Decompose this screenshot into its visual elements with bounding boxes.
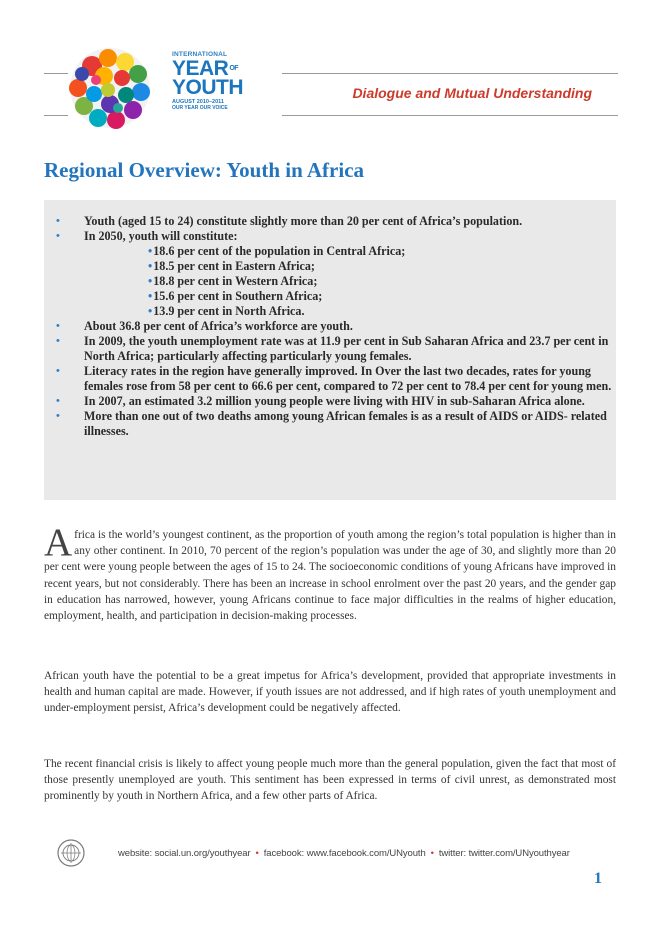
summary-item: • In 2007, an estimated 3.2 million young people were living with HIV in sub-Saharan Africa alone. (56, 394, 585, 408)
sub-bullet-icon: • (148, 304, 153, 318)
summary-item: • About 36.8 per cent of Africa’s workforce are youth. (56, 319, 353, 333)
summary-subitem: •13.9 per cent in North Africa. (148, 304, 305, 318)
summary-subitem: •18.8 per cent in Western Africa; (148, 274, 318, 288)
sub-bullet-icon: • (148, 289, 153, 303)
body-paragraph-3: The recent financial crisis is likely to affect young people much more than the general population, given the fact that most of those presently unemployed are youth. This sentiment has been expressed in terms of civil unrest, as demonstrated most prominently by youth in Northern Africa, and a few other parts of Africa. (44, 758, 616, 803)
bullet-icon: • (56, 395, 60, 407)
summary-subitem: •15.6 per cent in Southern Africa; (148, 289, 323, 303)
bullet-icon: • (56, 230, 60, 242)
sub-bullet-icon: • (148, 259, 153, 273)
summary-item: • Literacy rates in the region have generally improved. In Over the last two decades, rates for young females rose from 58 per cent to 66.6 per cent, compared to 72 per cent to 78.4 per cent for young men. (56, 364, 612, 393)
body-paragraph-2: African youth have the potential to be a great impetus for Africa’s development, provided that appropriate investments in health and human capital are made. However, if youth issues are not addressed, and if high rates of youth unemployment and under-employment persist, Africa’s development could be negatively affected. (44, 670, 616, 715)
header-rule-right-bottom (282, 115, 618, 116)
bullet-icon: • (56, 335, 60, 347)
bullet-icon: • (56, 320, 60, 332)
logo-of: OF (229, 64, 239, 72)
summary-list (56, 214, 616, 439)
summary-subitem: •18.5 per cent in Eastern Africa; (148, 259, 315, 273)
header-rule-left-top (44, 73, 68, 74)
logo-wordmark (172, 52, 282, 111)
drop-cap: A (44, 521, 73, 564)
bullet-icon: • (56, 365, 60, 377)
bullet-icon: • (56, 215, 60, 227)
summary-sublist (84, 244, 616, 319)
page-title: Regional Overview: Youth in Africa (44, 158, 365, 182)
summary-item: • More than one out of two deaths among young African females is as a result of AIDS or AIDS- related illnesses. (56, 409, 607, 438)
summary-subitem: •18.6 per cent of the population in Central Africa; (148, 244, 406, 258)
body-paragraph-1: Africa is the world’s youngest continent, as the proportion of youth among the region’s total population is higher than in any other continent. In 2010, 70 percent of the region’s population was under the age of 30, and slightly more than 20 per cent were young people between the ages of 15 to 24. The socioeconomic conditions of young Africans have improved in recent years, but not considerably. There has been an increase in school enrolment over the past 20 years, and the gender gap in education has narrowed, however, young Africans continue to face major difficulties in the realms of higher education, employment, health, and participation in decision-making processes. (44, 521, 616, 623)
sub-bullet-icon: • (148, 244, 153, 258)
footer-links (118, 848, 570, 859)
footer-separator: • (430, 848, 434, 859)
logo-year: YEAR (172, 56, 229, 80)
logo-youth: YOUTH (172, 76, 243, 100)
sub-bullet-icon: • (148, 274, 153, 288)
summary-item: • In 2009, the youth unemployment rate was at 11.9 per cent in Sub Saharan Africa and 23.7 per cent in North Africa; particularly affecting particularly young females. (56, 334, 609, 363)
summary-item: • Youth (aged 15 to 24) constitute slightly more than 20 per cent of Africa’s population. (56, 214, 523, 228)
footer-separator: • (255, 848, 259, 859)
theme-heading: Dialogue and Mutual Understanding (352, 85, 592, 101)
page-number: 1 (594, 870, 602, 887)
logo-tagline: OUR YEAR OUR VOICE (172, 104, 228, 111)
header-rule-left-bottom (44, 115, 68, 116)
footer-facebook-link[interactable]: facebook: www.facebook.com/UNyouth (263, 848, 426, 859)
logo-circles-graphic (46, 38, 176, 138)
summary-item: • In 2050, youth will constitute: •18.6 per cent of the population in Central Africa; •18.5 per cent in Eastern Africa; •18.8 per cent in Western Africa; •15.6 per cent in Southern Africa; •13.9 per cent in North Africa. (56, 229, 616, 319)
footer-twitter-link[interactable]: twitter: twitter.com/UNyouthyear (438, 848, 570, 859)
un-emblem-icon (56, 838, 86, 868)
logo-date: AUGUST 2010–2011 (172, 99, 224, 106)
bullet-icon: • (56, 410, 60, 422)
header-rule-right-top (282, 73, 618, 74)
logo-international: INTERNATIONAL (172, 51, 228, 58)
footer-website-link[interactable]: website: social.un.org/youthyear (118, 848, 251, 859)
